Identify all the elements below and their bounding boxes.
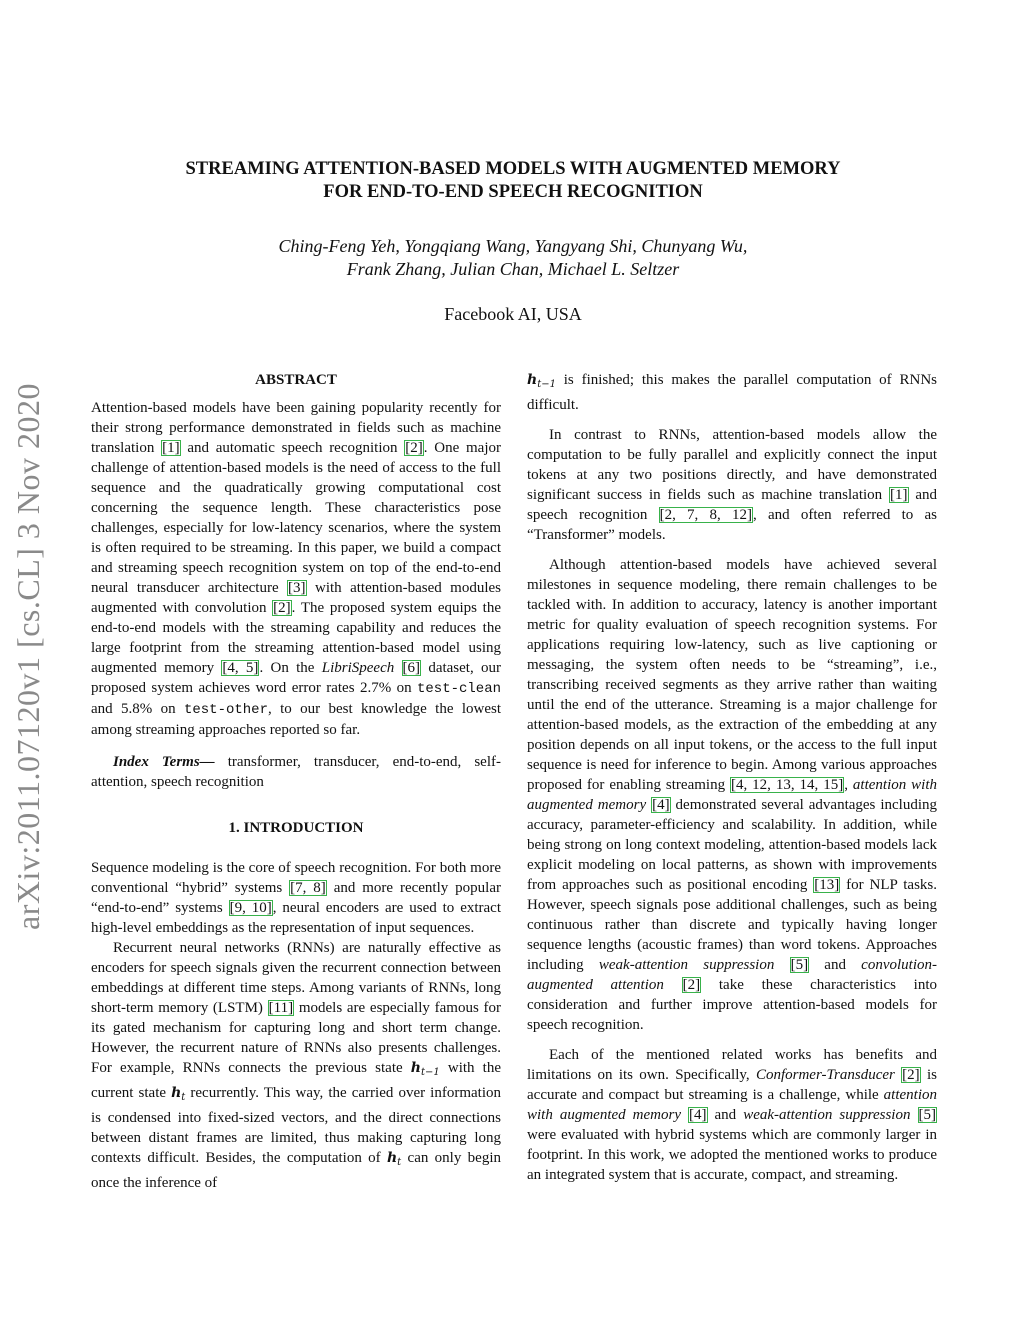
index-terms-label: Index Terms—	[113, 754, 215, 770]
index-terms: Index Terms— transformer, transducer, end-to-end, self-attention, speech recognition	[91, 754, 501, 790]
intro-paragraph-5: Each of the mentioned related works has benefits and limitations on its own. Specifically, Conformer-Transducer [2] is accurate and compact but streaming is a challenge, while attention with augmented memory [4] and weak-attention suppression [5] were evaluated with hybrid systems which are commonly larger in footprint. In this work, we adopted the mentioned works to produce an integrated system that is accurate, compact, and streaming.	[527, 1047, 938, 1183]
citation-link[interactable]: [4]	[652, 797, 670, 813]
arxiv-stamp: arXiv:2011.07120v1 [cs.CL] 3 Nov 2020	[10, 382, 46, 930]
authors-line-2: Frank Zhang, Julian Chan, Michael L. Seltzer	[346, 259, 680, 279]
test-set-name: test-clean	[416, 681, 501, 697]
intro-paragraph-2: Recurrent neural networks (RNNs) are naturally effective as encoders for speech signals given the recurrent connection between embeddings at different time steps. Among variants of RNNs, long short-term memory (LSTM) [11] models are especially famous for its gated mechanism for capturing long and short term change. However, the recurrent nature of RNNs also presents challenges. For example, RNNs connects the previous state $h_{t-1}$ with the current state $h_t$ recurrently. This way, the carried over information is condensed into fixed-sized vectors, and the direct connections between distant frames are limited, thus making capturing long contexts difficult. Besides, the computation of $h_t$ can only begin once the inference of	[91, 940, 501, 1191]
abstract-heading: ABSTRACT	[255, 372, 337, 388]
math-h-t: $h_t$	[386, 1150, 402, 1168]
citation-link[interactable]: [9, 10]	[229, 900, 272, 916]
citation-link[interactable]: [1]	[162, 440, 180, 456]
dataset-name: LibriSpeech	[321, 660, 395, 676]
paper-title	[100, 158, 926, 204]
citation-link[interactable]: [2]	[273, 600, 291, 616]
authors-line-1: Ching-Feng Yeh, Yongqiang Wang, Yangyang Shi, Chunyang Wu,	[278, 236, 748, 256]
method-name: Conformer-Transducer	[755, 1067, 895, 1083]
title-line-2: FOR END-TO-END SPEECH RECOGNITION	[323, 182, 703, 202]
method-name: attention with augmented memory	[527, 1087, 937, 1123]
citation-link[interactable]: [5]	[918, 1107, 936, 1123]
author-list	[100, 235, 926, 281]
citation-link[interactable]: [7, 8]	[290, 880, 326, 896]
affiliation: Facebook AI, USA	[444, 304, 582, 324]
right-column	[527, 370, 937, 1185]
section-heading-introduction: 1. INTRODUCTION	[228, 820, 364, 836]
citation-link[interactable]: [4]	[689, 1107, 707, 1123]
intro-paragraph-3: In contrast to RNNs, attention-based models allow the computation to be fully parallel and explicitly connect the input tokens at any two positions directly, and have demonstrated significant success in fields such as machine translation [1] and speech recognition [2, 7, 8, 12], and often referred to as “Transformer” models.	[527, 427, 937, 543]
citation-link[interactable]: [11]	[268, 1000, 294, 1016]
abstract-paragraph: Attention-based models have been gaining popularity recently for their strong performance demonstrated in fields such as machine translation [1] and automatic speech recognition [2]. One major challenge of attention-based models is the need of access to the full sequence and the quadratically growing computational cost concerning the sequence length. These characteristics pose challenges, especially for low-latency scenarios, where the system is often required to be streaming. In this paper, we build a compact and streaming speech recognition system on top of the end-to-end neural transducer architecture [3] with attention-based modules augmented with convolution [2]. The proposed system equips the end-to-end models with the streaming capability and reduces the large footprint from the streaming attention-based model using augmented memory [4, 5]. On the LibriSpeech [6] dataset, our proposed system achieves word error rates 2.7% on test-clean and 5.8% on test-other, to our best knowledge the lowest among streaming approaches reported so far.	[91, 400, 502, 738]
citation-link[interactable]: [2]	[902, 1067, 920, 1083]
method-name: attention with augmented memory	[527, 777, 938, 813]
method-name: weak-attention suppression	[598, 957, 775, 973]
math-h-prev: $h_{t-1}$	[410, 1060, 440, 1078]
intro-paragraph-1: Sequence modeling is the core of speech recognition. For both more conventional “hybrid” systems [7, 8] and more recently popular “end-to-end” systems [9, 10], neural encoders are used to extract high-level embeddings as the representation of input sequences.	[91, 860, 502, 936]
left-column	[91, 370, 501, 1193]
intro-paragraph-4: Although attention-based models have achieved several milestones in sequence modeling, there remain challenges to be tackled with. In addition to accuracy, latency is another important metric for quality evaluation of speech recognition systems. For applications requiring low-latency, such as live captioning or messaging, the system often needs to be “streaming”, i.e., transcribing received segments as they arrive rather than waiting until the end of the utterance. Streaming is a major challenge for attention-based models, as the extraction of the embedding at any position depends on all input tokens, or the access to the full input sequence is need for inference to begin. Among various approaches proposed for enabling streaming [4, 12, 13, 14, 15], attention with augmented memory [4] demonstrated several advantages including accuracy, parameter-efficiency and scalability. In addition, while being strong on long context modeling, attention-based models lack explicit modeling on local patterns, as shown with improvements from approaches such as positional encoding [13] for NLP tasks. However, speech signals pose additional challenges, such as being continuous rather than discrete and typically having longer sequence lengths (acoustic frames) than word tokens. Approaches including weak-attention suppression [5] and convolution-augmented attention [2] take these characteristics into consideration and further improve attention-based models for speech recognition.	[527, 557, 938, 1033]
citation-link[interactable]: [4, 5]	[222, 660, 259, 676]
citation-link[interactable]: [13]	[814, 877, 840, 893]
method-name: weak-attention suppression	[743, 1107, 911, 1123]
citation-link[interactable]: [2]	[682, 977, 701, 993]
method-name: convolution-augmented attention	[527, 957, 937, 993]
citation-link[interactable]: [4, 12, 13, 14, 15]	[731, 777, 844, 793]
citation-link[interactable]: [5]	[790, 957, 809, 973]
citation-link[interactable]: [2, 7, 8, 12]	[659, 507, 752, 523]
citation-link[interactable]: [1]	[890, 487, 908, 503]
test-set-name: test-other	[183, 702, 268, 718]
intro-paragraph-2-continued: $h_{t-1}$ is finished; this makes the parallel computation of RNNs difficult.	[527, 372, 937, 413]
math-h-t: $h_t$	[171, 1085, 186, 1103]
citation-link[interactable]: [2]	[405, 440, 423, 456]
math-h-prev: $h_{t-1}$	[527, 372, 556, 390]
citation-link[interactable]: [6]	[402, 660, 421, 676]
title-line-1: STREAMING ATTENTION-BASED MODELS WITH AUGMENTED MEMORY	[185, 159, 841, 179]
citation-link[interactable]: [3]	[288, 580, 306, 596]
